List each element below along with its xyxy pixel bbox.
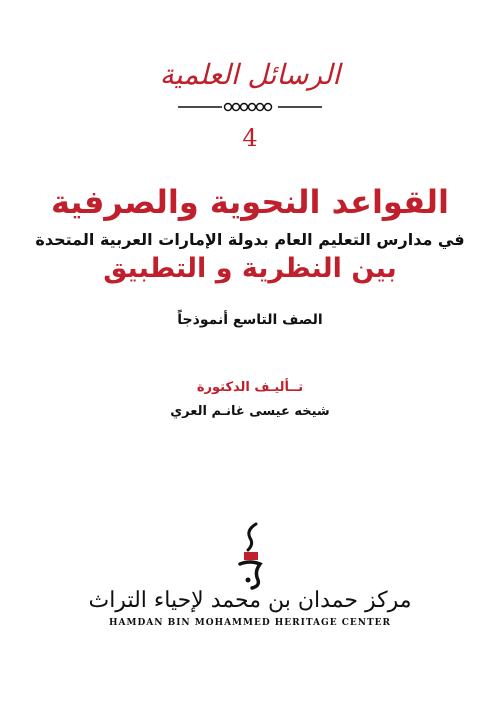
series-title: الرسائل العلمية [159,58,341,91]
author-label: تــأليـف الدكتورة [196,380,304,395]
ornamental-divider [178,100,322,114]
grade-label: الصف التاسع أنموذجاً [177,312,323,328]
publisher-logo-icon [226,520,274,590]
book-subtitle-line1: في مدارس التعليم العام بدولة الإمارات العربية المتحدة [35,230,465,249]
author-name: شيخه عيسى غانـم العري [170,404,330,419]
book-title: القواعد النحوية والصرفية [51,183,449,221]
publisher-name-english: HAMDAN BIN MOHAMMED HERITAGE CENTER [109,618,391,628]
publisher-name-arabic: مركز حمدان بن محمد لإحياء التراث [88,588,412,613]
volume-number: 4 [242,124,258,152]
book-subtitle-line2: بين النظرية و التطبيق [103,253,397,284]
